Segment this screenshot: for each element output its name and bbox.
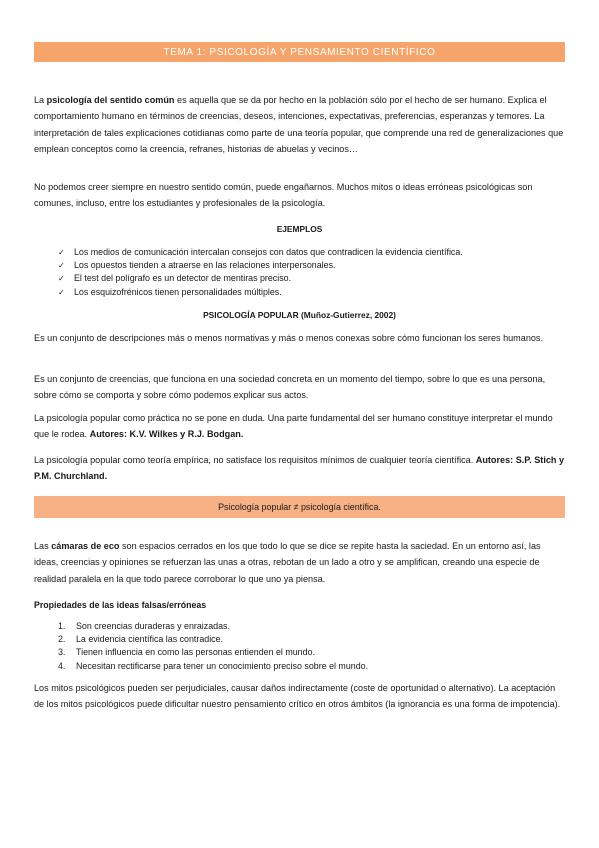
list-item [58, 646, 558, 659]
intro-paragraph-1 [34, 92, 565, 158]
list-item [58, 259, 558, 272]
intro-p1-pre: La [34, 95, 47, 105]
check-icon: ✓ [58, 274, 65, 284]
echo-rest: son espacios cerrados en los que todo lo que se dice se repite hasta la saciedad. En un entorno así, las ideas, creencias y opiniones se refuerzan las unas a otras, rebotan de un lado a otro y se amplifican, creando una especie de realidad paralela en la que todo parece corroborar lo que uno ya piensa. [34, 541, 541, 584]
popular-p3-text: La psicología popular como práctica no se pone en duda. Una parte fundamental del ser humano constituye interpretar el mundo que le rodea. [34, 413, 553, 440]
intro-p1-rest: es aquella que se da por hecho en la población sólo por el hecho de ser humano. Explica el comportamiento humano en términos de creencias, deseos, intenciones, expectativas, preferencias, esperanzas y temores. La interpretación de tales explicaciones cotidianas como parte de una teoría popular, que comprende una red de generalizaciones que emplean conceptos como la creencia, refranes, historias de abuelas y vecinos… [34, 95, 564, 155]
popular-paragraph-2: Es un conjunto de creencias, que funciona en una sociedad concreta en un momento del tiempo, sobre lo que es una persona, sobre cómo se comporta y sobre cómo podemos explicar sus actos. [34, 374, 546, 401]
list-item-text: Son creencias duraderas y enraizadas. [76, 621, 230, 631]
echo-pre: Las [34, 541, 52, 551]
list-item-text: Los opuestos tienden a atraerse en las relaciones interpersonales. [74, 260, 336, 271]
intro-p1-bold: psicología del sentido común [46, 95, 175, 105]
intro-paragraph-2: No podemos creer siempre en nuestro sentido común, puede engañarnos. Muchos mitos o ideas erróneas psicológicas son comunes, incluso, entre los estudiantes y profesionales de la psicología. [34, 182, 533, 209]
popular-heading: PSICOLOGÍA POPULAR (Muñoz-Gutierrez, 2002) [203, 310, 396, 320]
list-item-number: 3. [58, 647, 66, 658]
list-item-text: Los medios de comunicación intercalan consejos con datos que contradicen la evidencia científica. [74, 247, 463, 257]
popular-p4-authors: Autores: S.P. Stich y P.M. Churchland. [34, 455, 565, 482]
popular-p4-text: La psicología popular como teoría empírica, no satisface los requisitos mínimos de cualquier teoría científica. [34, 455, 476, 465]
list-item [58, 246, 558, 259]
closing-paragraph: Los mitos psicológicos pueden ser perjudiciales, causar daños indirectamente (coste de oportunidad o alternativo). La aceptación de los mitos psicológicos puede dificultar nuestro pensamiento crítico en otros ámbitos (la ignorancia es una forma de impotencia). [34, 683, 561, 710]
popular-p3-authors: Autores: K.V. Wilkes y R.J. Bodgan. [89, 429, 244, 440]
check-icon: ✓ [58, 261, 65, 271]
list-item [58, 633, 558, 646]
list-item [58, 660, 558, 673]
echo-chamber-paragraph [34, 538, 565, 587]
list-item [58, 272, 558, 285]
echo-bold: cámaras de eco [51, 541, 120, 551]
list-item-text: Necesitan rectificarse para tener un conocimiento preciso sobre el mundo. [76, 660, 369, 671]
list-item-text: Los esquizofrénicos tienen personalidades múltiples. [74, 286, 282, 297]
examples-heading: EJEMPLOS [276, 224, 323, 234]
document-title: TEMA 1: PSICOLOGÍA Y PENSAMIENTO CIENTÍFICO [34, 42, 565, 62]
popular-paragraph-4 [34, 452, 565, 485]
check-icon: ✓ [58, 248, 65, 257]
highlight-banner: Psicología popular ≠ psicología científica. [34, 496, 565, 518]
properties-list [58, 620, 558, 673]
list-item-number: 1. [58, 621, 66, 631]
list-item-number: 2. [58, 634, 66, 645]
list-item-text: La evidencia científica las contradice. [76, 634, 224, 645]
popular-paragraph-3 [34, 410, 565, 443]
properties-heading: Propiedades de las ideas falsas/erróneas [34, 600, 207, 610]
list-item [58, 620, 558, 633]
examples-list [58, 246, 558, 299]
list-item-number: 4. [58, 660, 66, 671]
check-icon: ✓ [58, 287, 65, 297]
list-item-text: El test del polígrafo es un detector de mentiras preciso. [74, 273, 292, 284]
list-item [58, 286, 558, 299]
popular-paragraph-1: Es un conjunto de descripciones más o menos normativas y más o menos conexas sobre cómo funcionan los seres humanos. [34, 333, 544, 343]
list-item-text: Tienen influencia en como las personas entienden el mundo. [76, 647, 315, 658]
